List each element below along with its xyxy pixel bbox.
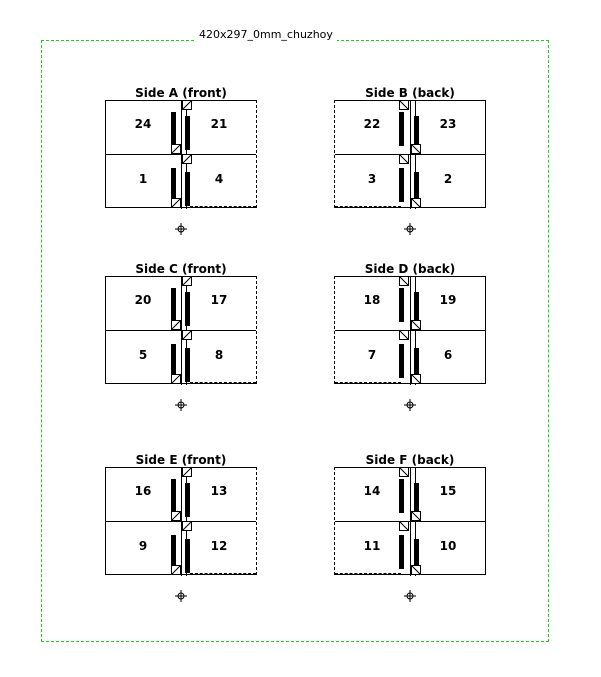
- page-number: 13: [210, 484, 228, 498]
- bottom-dashed-edge: [335, 206, 401, 207]
- fold-corner-icon: [411, 320, 421, 330]
- fold-corner-icon: [399, 154, 409, 164]
- fold-corner-icon: [182, 330, 192, 340]
- registration-mark-icon: [175, 399, 187, 411]
- imposition-side: [334, 86, 486, 226]
- imposition-side: [105, 262, 257, 402]
- side-label: Side F (back): [365, 453, 455, 467]
- fold-corner-icon: [171, 144, 181, 154]
- bottom-dashed-edge: [335, 382, 401, 383]
- fold-bar: [185, 348, 190, 382]
- fold-bar: [171, 168, 176, 202]
- page-number: 6: [443, 348, 453, 362]
- fold-bar: [185, 539, 190, 573]
- fold-bar: [399, 535, 404, 569]
- page-number: 2: [443, 172, 453, 186]
- sheet-title: 420x297_0mm_chuzhoy: [195, 27, 337, 43]
- registration-mark-icon: [404, 223, 416, 235]
- fold-corner-icon: [171, 565, 181, 575]
- page-number: 24: [134, 117, 152, 131]
- page-number: 16: [134, 484, 152, 498]
- registration-mark-icon: [175, 590, 187, 602]
- imposition-side: [105, 86, 257, 226]
- fold-corner-icon: [182, 521, 192, 531]
- page-grid: [105, 467, 257, 575]
- fold-corner-icon: [182, 276, 192, 286]
- fold-bar: [185, 292, 190, 326]
- page-number: 20: [134, 293, 152, 307]
- page-grid: [334, 467, 486, 575]
- registration-mark-icon: [404, 590, 416, 602]
- bottom-dashed-edge: [335, 573, 401, 574]
- page-grid: [334, 100, 486, 208]
- page-number: 22: [363, 117, 381, 131]
- bottom-dashed-edge: [190, 573, 256, 574]
- fold-corner-icon: [182, 154, 192, 164]
- fold-bar: [171, 479, 176, 513]
- fold-bar: [185, 483, 190, 517]
- page-number: 19: [439, 293, 457, 307]
- side-label: Side C (front): [135, 262, 227, 276]
- page-number: 18: [363, 293, 381, 307]
- fold-corner-icon: [411, 144, 421, 154]
- fold-bar: [171, 288, 176, 322]
- fold-corner-icon: [399, 100, 409, 110]
- fold-bar: [399, 344, 404, 378]
- page-grid: [105, 100, 257, 208]
- fold-corner-icon: [171, 320, 181, 330]
- fold-corner-icon: [399, 330, 409, 340]
- fold-corner-icon: [182, 100, 192, 110]
- fold-corner-icon: [171, 374, 181, 384]
- page-number: 8: [214, 348, 224, 362]
- page-number: 17: [210, 293, 228, 307]
- fold-bar: [399, 479, 404, 513]
- fold-bar: [399, 168, 404, 202]
- fold-corner-icon: [411, 198, 421, 208]
- page-number: 23: [439, 117, 457, 131]
- fold-bar: [171, 535, 176, 569]
- side-label: Side E (front): [135, 453, 227, 467]
- fold-corner-icon: [411, 374, 421, 384]
- registration-mark-icon: [404, 399, 416, 411]
- side-label: Side D (back): [364, 262, 456, 276]
- fold-corner-icon: [411, 565, 421, 575]
- fold-bar: [171, 112, 176, 146]
- fold-corner-icon: [171, 198, 181, 208]
- fold-corner-icon: [399, 276, 409, 286]
- imposition-side: [105, 453, 257, 593]
- page-grid: [105, 276, 257, 384]
- page-number: 1: [138, 172, 148, 186]
- fold-bar: [399, 112, 404, 146]
- page-grid: [334, 276, 486, 384]
- bottom-dashed-edge: [190, 382, 256, 383]
- page-number: 11: [363, 539, 381, 553]
- side-label: Side B (back): [365, 86, 455, 100]
- spine-line: [410, 468, 411, 576]
- page-number: 4: [214, 172, 224, 186]
- page-number: 7: [367, 348, 377, 362]
- fold-corner-icon: [171, 511, 181, 521]
- page-number: 9: [138, 539, 148, 553]
- fold-bar: [399, 288, 404, 322]
- page-number: 12: [210, 539, 228, 553]
- page-number: 21: [210, 117, 228, 131]
- fold-bar: [185, 172, 190, 206]
- registration-mark-icon: [175, 223, 187, 235]
- page-number: 10: [439, 539, 457, 553]
- spine-line: [410, 277, 411, 385]
- fold-bar: [185, 116, 190, 150]
- page-number: 3: [367, 172, 377, 186]
- imposition-side: [334, 453, 486, 593]
- fold-corner-icon: [411, 511, 421, 521]
- fold-corner-icon: [399, 521, 409, 531]
- page-number: 14: [363, 484, 381, 498]
- side-label: Side A (front): [135, 86, 227, 100]
- imposition-side: [334, 262, 486, 402]
- fold-corner-icon: [182, 467, 192, 477]
- page-number: 15: [439, 484, 457, 498]
- page-number: 5: [138, 348, 148, 362]
- spine-line: [410, 101, 411, 209]
- bottom-dashed-edge: [190, 206, 256, 207]
- fold-corner-icon: [399, 467, 409, 477]
- fold-bar: [171, 344, 176, 378]
